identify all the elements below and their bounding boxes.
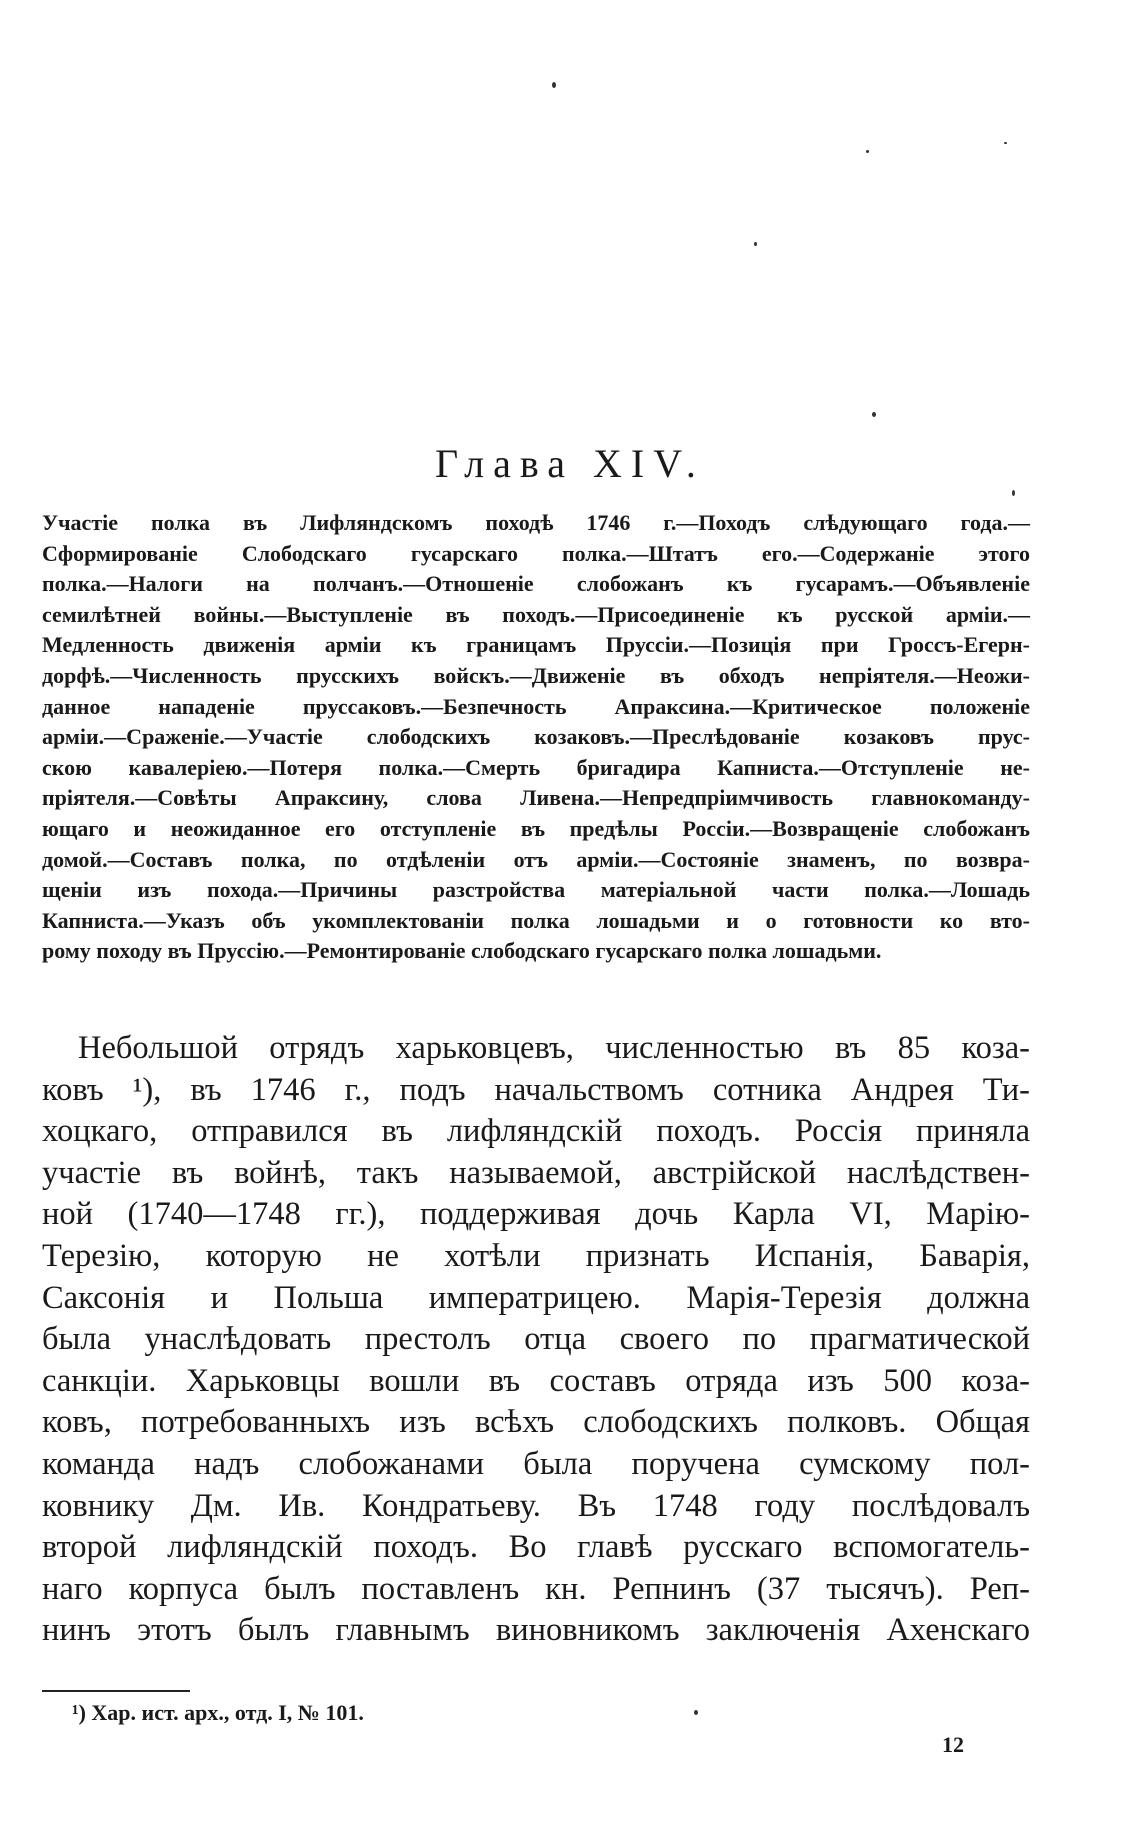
scan-speck <box>866 150 869 153</box>
body-line: команда надъ слобожанами была поручена сумскому пол- <box>42 1445 1030 1482</box>
scan-speck <box>1004 142 1007 144</box>
body-line: Небольшой отрядъ харьковцевъ, численностью въ 85 коза- <box>78 1030 1030 1066</box>
scan-speck <box>872 412 876 417</box>
body-line: ковъ ¹), въ 1746 г., подъ начальствомъ сотника Андрея Ти- <box>42 1071 1030 1108</box>
footnote-divider <box>42 1690 190 1692</box>
summary-line: полка.—Налоги на полчанъ.—Отношеніе слобожанъ къ гусарамъ.—Объявленіе <box>42 571 1030 597</box>
body-line: наго корпуса былъ поставленъ кн. Репнинъ (37 тысячъ). Реп- <box>42 1570 1030 1607</box>
summary-line: данное нападеніе пруссаковъ.—Безпечность Апраксина.—Критическое положеніе <box>42 693 1030 719</box>
body-line: ковъ, потребованныхъ изъ всѣхъ слободскихъ полковъ. Общая <box>42 1404 1030 1441</box>
summary-line: Участіе полка въ Лифляндскомъ походѣ 1746 г.—Походъ слѣдующаго года.— <box>42 510 1030 535</box>
body-line: хоцкаго, отправился въ лифляндскій походъ. Россія приняла <box>42 1113 1030 1150</box>
chapter-summary <box>42 508 1030 967</box>
summary-line: Сформированіе Слободскаго гусарскаго полка.—Штатъ его.—Содержаніе этого <box>42 540 1030 566</box>
body-paragraph <box>42 1028 1030 1652</box>
summary-line: Капниста.—Указъ объ укомплектованіи полка лошадьми и о готовности ко вто- <box>42 907 1030 933</box>
summary-line: рому походу въ Пруссію.—Ремонтированіе слободскаго гусарскаго полка лошадьми. <box>42 938 882 964</box>
body-line: участіе въ войнѣ, такъ называемой, австрійской наслѣдствен- <box>42 1154 1030 1191</box>
body-line: ной (1740—1748 гг.), поддерживая дочь Карла VI, Марію- <box>42 1196 1030 1233</box>
body-line: была унаслѣдовать престолъ отца своего по прагматической <box>42 1321 1030 1358</box>
scan-speck <box>694 1710 698 1715</box>
body-line: Саксонія и Польша императрицею. Марія-Терезія должна <box>42 1279 1030 1316</box>
scan-speck <box>754 242 757 246</box>
summary-line: семилѣтней войны.—Выступленіе въ походъ.—Присоединеніе къ русской арміи.— <box>42 601 1030 627</box>
body-line: санкціи. Харьковцы вошли въ составъ отряда изъ 500 коза- <box>42 1362 1030 1399</box>
body-line: Терезію, которую не хотѣли признать Испанія, Баварія, <box>42 1237 1030 1274</box>
summary-line: арміи.—Сраженіе.—Участіе слободскихъ козаковъ.—Преслѣдованіе козаковъ прус- <box>42 724 1030 750</box>
summary-line: Медленность движенія арміи къ границамъ Пруссіи.—Позиція при Гроссъ-Егерн- <box>42 632 1030 658</box>
summary-line: дорфѣ.—Численность прусскихъ войскъ.—Движеніе въ обходъ непріятеля.—Неожи- <box>42 662 1030 688</box>
summary-line: щеніи изъ похода.—Причины разстройства матеріальной части полка.—Лошадь <box>42 877 1030 903</box>
body-line: ковнику Дм. Ив. Кондратьеву. Въ 1748 году послѣдовалъ <box>42 1487 1030 1524</box>
summary-line: пріятеля.—Совѣты Апраксину, слова Ливена.—Непредпріимчивость главнокоманду- <box>42 785 1030 811</box>
summary-line: скою кавалеріею.—Потеря полка.—Смерть бригадира Капниста.—Отступленіе не- <box>42 754 1030 780</box>
page-number: 12 <box>942 1732 964 1757</box>
body-line: второй лифляндскій походъ. Во главѣ русскаго вспомогатель- <box>42 1529 1030 1566</box>
scan-speck <box>552 82 556 88</box>
summary-line: домой.—Составъ полка, по отдѣленіи отъ арміи.—Состояніе знаменъ, по возвра- <box>42 846 1030 872</box>
scan-speck <box>1012 490 1015 496</box>
summary-line: ющаго и неожиданное его отступленіе въ предѣлы Россіи.—Возвращеніе слобожанъ <box>42 815 1030 841</box>
footnote: ¹) Хар. ист. арх., отд. I, № 101. <box>72 1700 364 1725</box>
chapter-title: Глава XIV. <box>435 441 705 486</box>
body-line: нинъ этотъ былъ главнымъ виновникомъ заключенія Ахенскаго <box>42 1612 1030 1649</box>
